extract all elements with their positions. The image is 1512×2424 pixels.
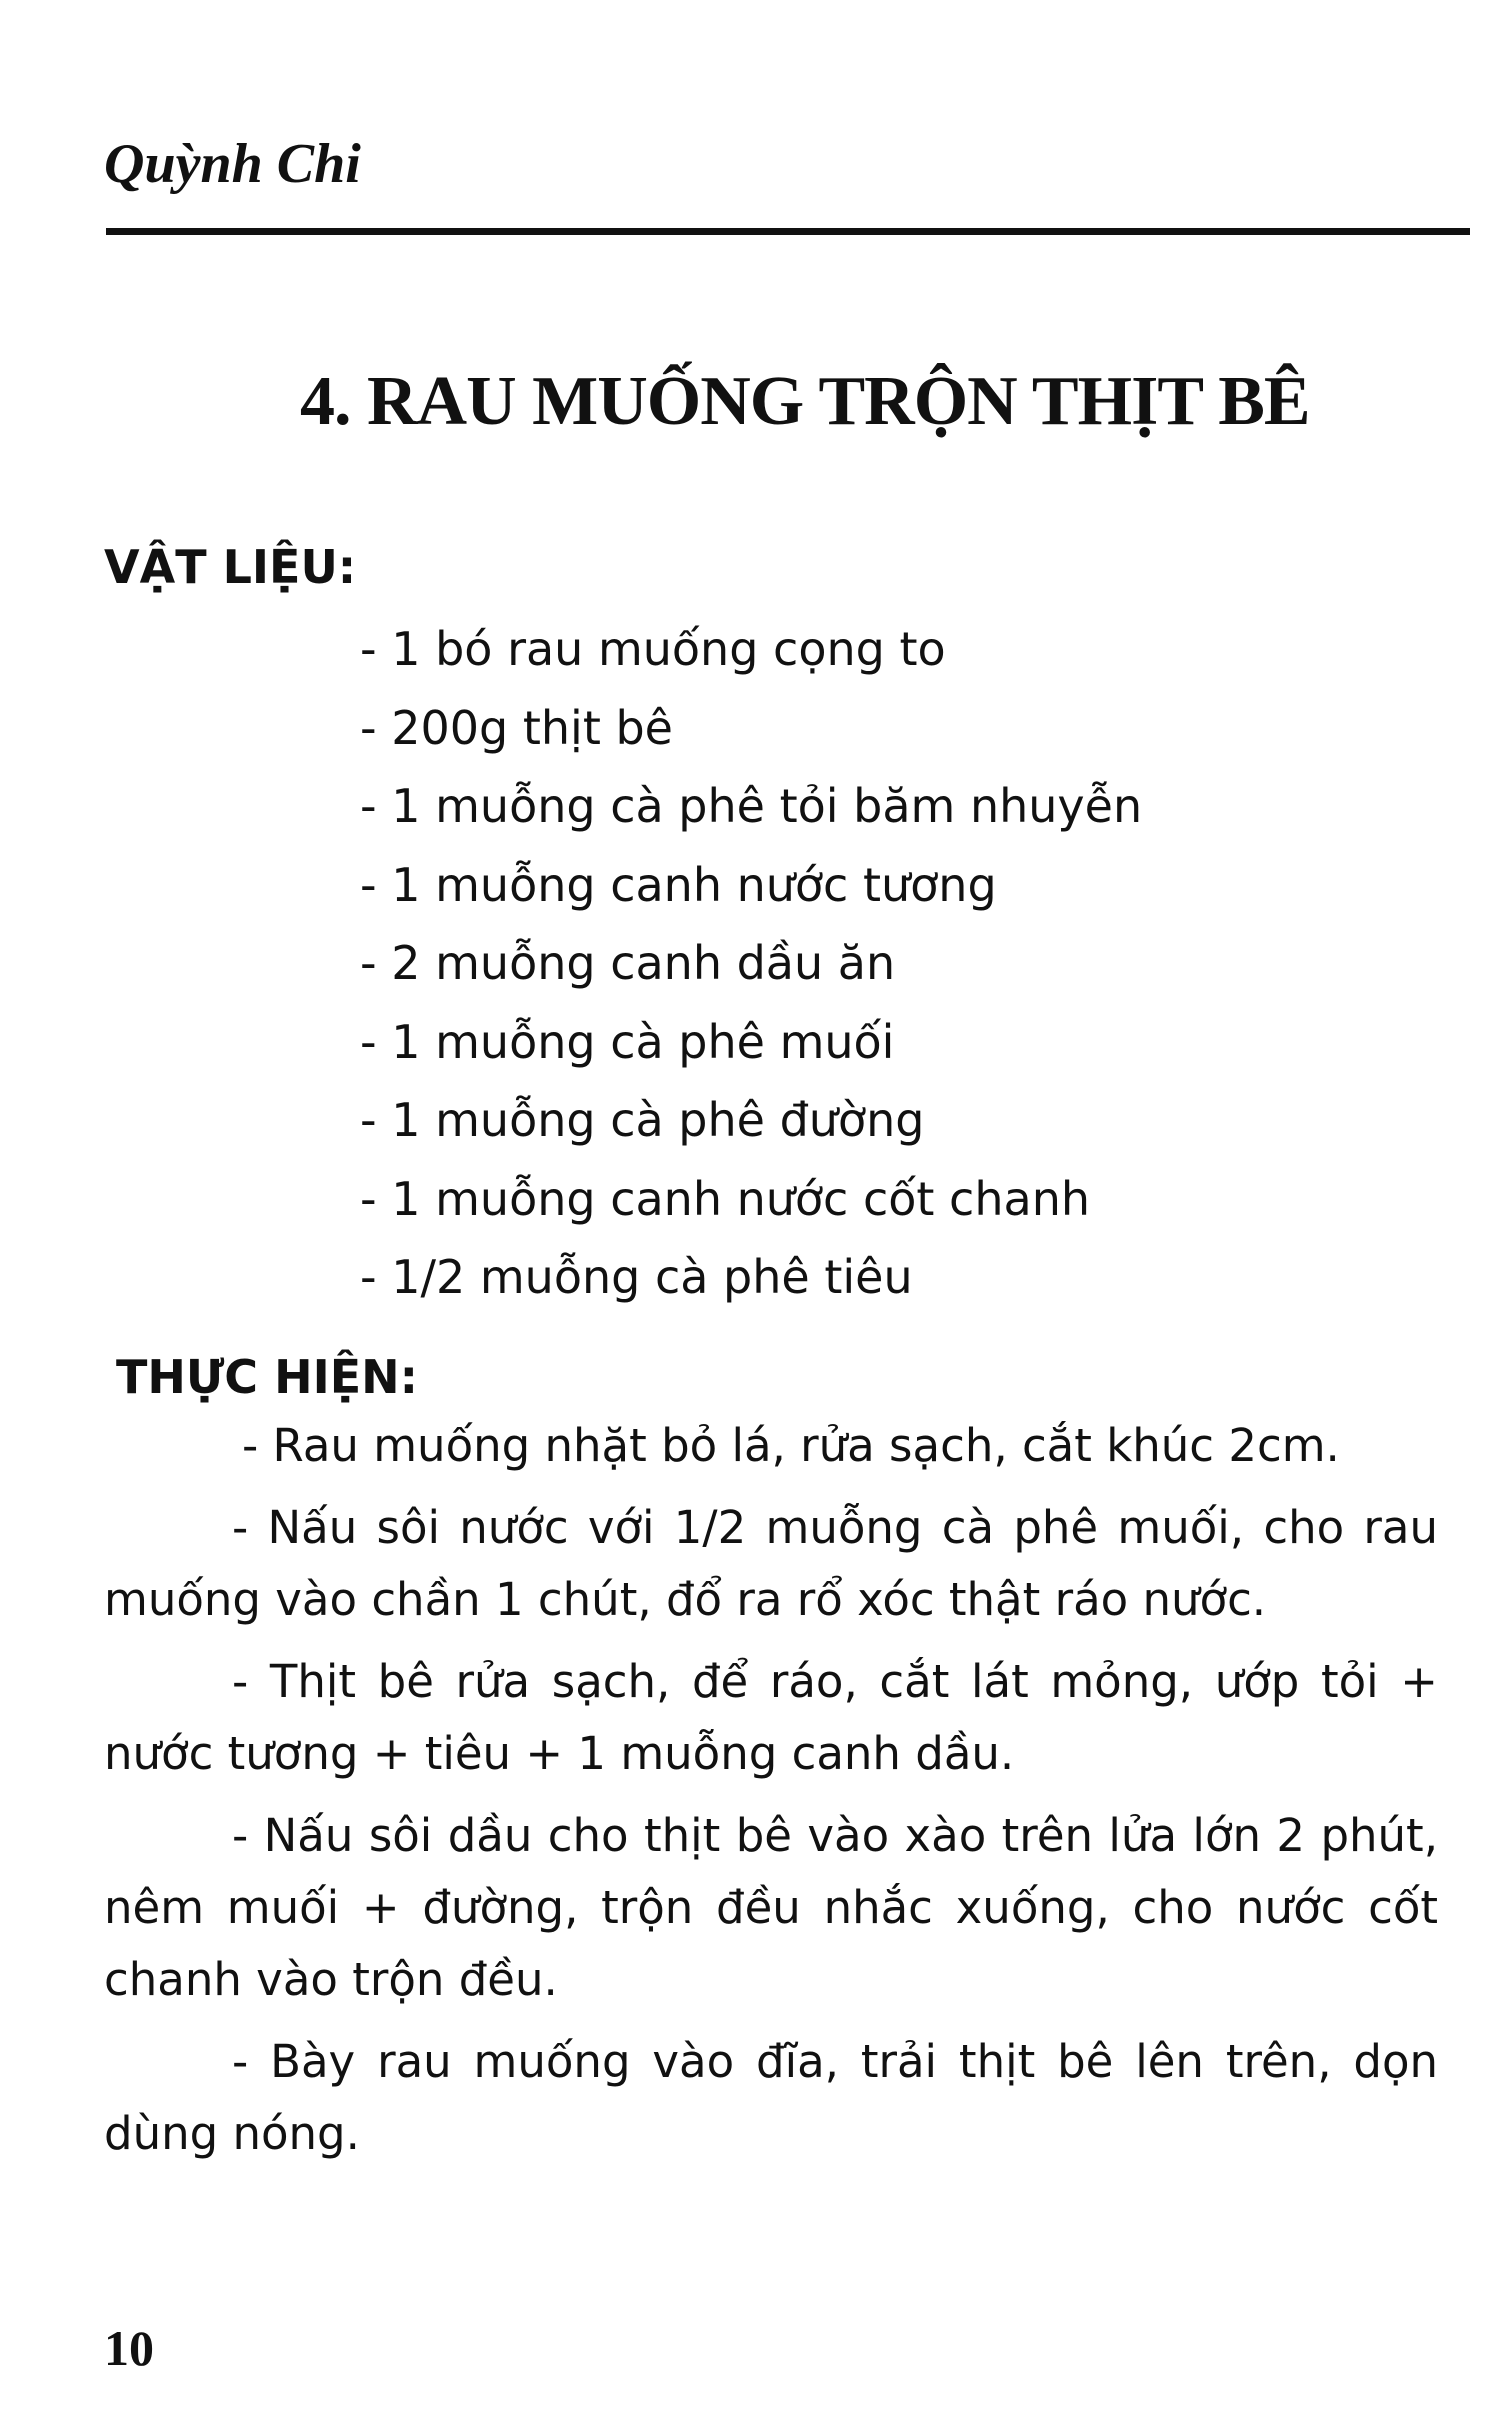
method-step: - Nấu sôi nước với 1/2 muỗng cà phê muối, cho rau muống vào chần 1 chút, đổ ra rổ xóc thật ráo nước. (104, 1501, 1438, 1626)
ingredients-heading: VẬT LIỆU: (104, 540, 357, 594)
ingredient-item: - 1 bó rau muống cọng to (360, 622, 946, 676)
method-step: - Nấu sôi dầu cho thịt bê vào xào trên lửa lớn 2 phút, nêm muối + đường, trộn đều nhắc xuống, cho nước cốt chanh vào trộn đều. (104, 1809, 1438, 2006)
ingredient-item: - 1/2 muỗng cà phê tiêu (360, 1250, 913, 1304)
ingredient-item: - 1 muỗng canh nước tương (360, 857, 997, 912)
method-step: - Bày rau muống vào đĩa, trải thịt bê lên trên, dọn dùng nóng. (104, 2035, 1438, 2160)
method-steps (104, 1410, 1438, 2180)
ingredient-item: - 1 muỗng cà phê tỏi băm nhuyễn (360, 779, 1143, 833)
recipe-title: 4. RAU MUỐNG TRỘN THỊT BÊ (300, 363, 1310, 440)
method-heading: THỰC HIỆN: (116, 1350, 419, 1404)
ingredient-item: - 200g thịt bê (360, 700, 673, 755)
ingredients-list (360, 610, 1142, 1317)
method-step: - Rau muống nhặt bỏ lá, rửa sạch, cắt khúc 2cm. (242, 1419, 1340, 1472)
ingredient-item: - 1 muỗng cà phê đường (360, 1093, 925, 1147)
header-rule (106, 228, 1470, 235)
ingredient-item: - 1 muỗng canh nước cốt chanh (360, 1171, 1091, 1226)
ingredient-item: - 2 muỗng canh dầu ăn (360, 936, 896, 990)
page-number: 10 (104, 2320, 154, 2376)
running-head: Quỳnh Chi (104, 133, 361, 195)
ingredient-item: - 1 muỗng cà phê muối (360, 1014, 895, 1069)
method-step: - Thịt bê rửa sạch, để ráo, cắt lát mỏng, ướp tỏi + nước tương + tiêu + 1 muỗng canh dầu. (104, 1655, 1438, 1780)
